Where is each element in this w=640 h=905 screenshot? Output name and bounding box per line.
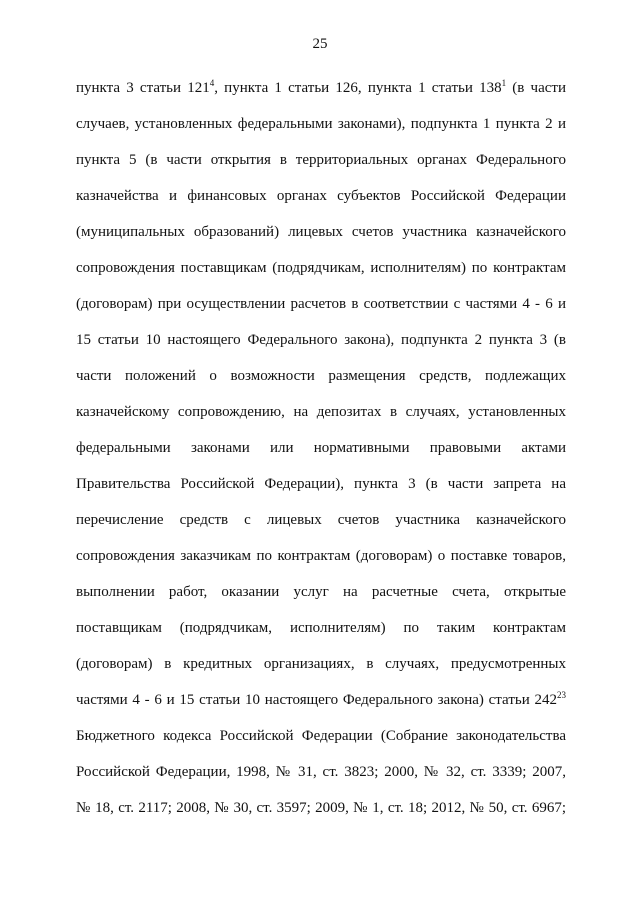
body-text-line bbox=[76, 538, 566, 574]
body-text-line bbox=[76, 394, 566, 430]
text-segment: федеральными законами или нормативными правовыми актами bbox=[76, 440, 566, 456]
body-text-line bbox=[76, 430, 566, 466]
body-text-line bbox=[76, 178, 566, 214]
body-text-line bbox=[76, 142, 566, 178]
body-text-line bbox=[76, 574, 566, 610]
body-text-line bbox=[76, 214, 566, 250]
page-number: 25 bbox=[312, 36, 328, 52]
text-segment: казначейства и финансовых органах субъектов Российской Федерации bbox=[76, 188, 566, 204]
text-segment: сопровождения заказчикам по контрактам (договорам) о поставке товаров, bbox=[76, 548, 566, 564]
body-text-line bbox=[76, 250, 566, 286]
body-text-line bbox=[76, 718, 566, 754]
superscript-index: 23 bbox=[557, 690, 566, 700]
text-segment: (муниципальных образований) лицевых счетов участника казначейского bbox=[76, 224, 566, 240]
body-text-line bbox=[76, 610, 566, 646]
text-segment: Правительства Российской Федерации), пункта 3 (в части запрета на bbox=[76, 476, 566, 492]
text-segment: казначейскому сопровождению, на депозитах в случаях, установленных bbox=[76, 404, 566, 420]
text-segment: (договорам) при осуществлении расчетов в соответствии с частями 4 - 6 и bbox=[76, 296, 566, 312]
text-segment: , пункта 1 статьи 126, пункта 1 статьи 138 bbox=[214, 80, 502, 96]
body-text-line bbox=[76, 466, 566, 502]
body-text-line bbox=[76, 70, 566, 106]
text-segment: пункта 3 статьи 121 bbox=[76, 80, 210, 96]
text-segment: 15 статьи 10 настоящего Федерального закона), подпункта 2 пункта 3 (в bbox=[76, 332, 566, 348]
body-text-line bbox=[76, 682, 566, 718]
text-segment: пункта 5 (в части открытия в территориальных органах Федерального bbox=[76, 152, 566, 168]
body-text-line bbox=[76, 646, 566, 682]
text-segment: поставщикам (подрядчикам, исполнителям) по таким контрактам bbox=[76, 620, 566, 636]
body-text-line bbox=[76, 358, 566, 394]
body-text-line bbox=[76, 286, 566, 322]
text-segment: Бюджетного кодекса Российской Федерации (Собрание законодательства bbox=[76, 728, 566, 744]
body-text bbox=[76, 70, 566, 826]
text-segment: случаев, установленных федеральными законами), подпункта 1 пункта 2 и bbox=[76, 116, 566, 132]
body-text-line bbox=[76, 502, 566, 538]
body-text-line bbox=[76, 106, 566, 142]
text-segment: Российской Федерации, 1998, № 31, ст. 3823; 2000, № 32, ст. 3339; 2007, bbox=[76, 764, 566, 780]
text-segment: (в части bbox=[506, 80, 566, 96]
text-segment: перечисление средств с лицевых счетов участника казначейского bbox=[76, 512, 566, 528]
text-segment: части положений о возможности размещения средств, подлежащих bbox=[76, 368, 566, 384]
superscript-index: 1 bbox=[501, 78, 507, 88]
text-segment: (договорам) в кредитных организациях, в случаях, предусмотренных bbox=[76, 656, 566, 672]
text-segment: выполнении работ, оказании услуг на расчетные счета, открытые bbox=[76, 584, 566, 600]
body-text-line bbox=[76, 790, 566, 826]
text-segment: частями 4 - 6 и 15 статьи 10 настоящего Федерального закона) статьи 242 bbox=[76, 692, 557, 708]
body-text-line bbox=[76, 322, 566, 358]
text-segment: сопровождения поставщикам (подрядчикам, исполнителям) по контрактам bbox=[76, 260, 566, 276]
text-segment: № 18, ст. 2117; 2008, № 30, ст. 3597; 2009, № 1, ст. 18; 2012, № 50, ст. 6967; bbox=[76, 800, 566, 816]
body-text-line bbox=[76, 754, 566, 790]
superscript-index: 4 bbox=[209, 78, 215, 88]
